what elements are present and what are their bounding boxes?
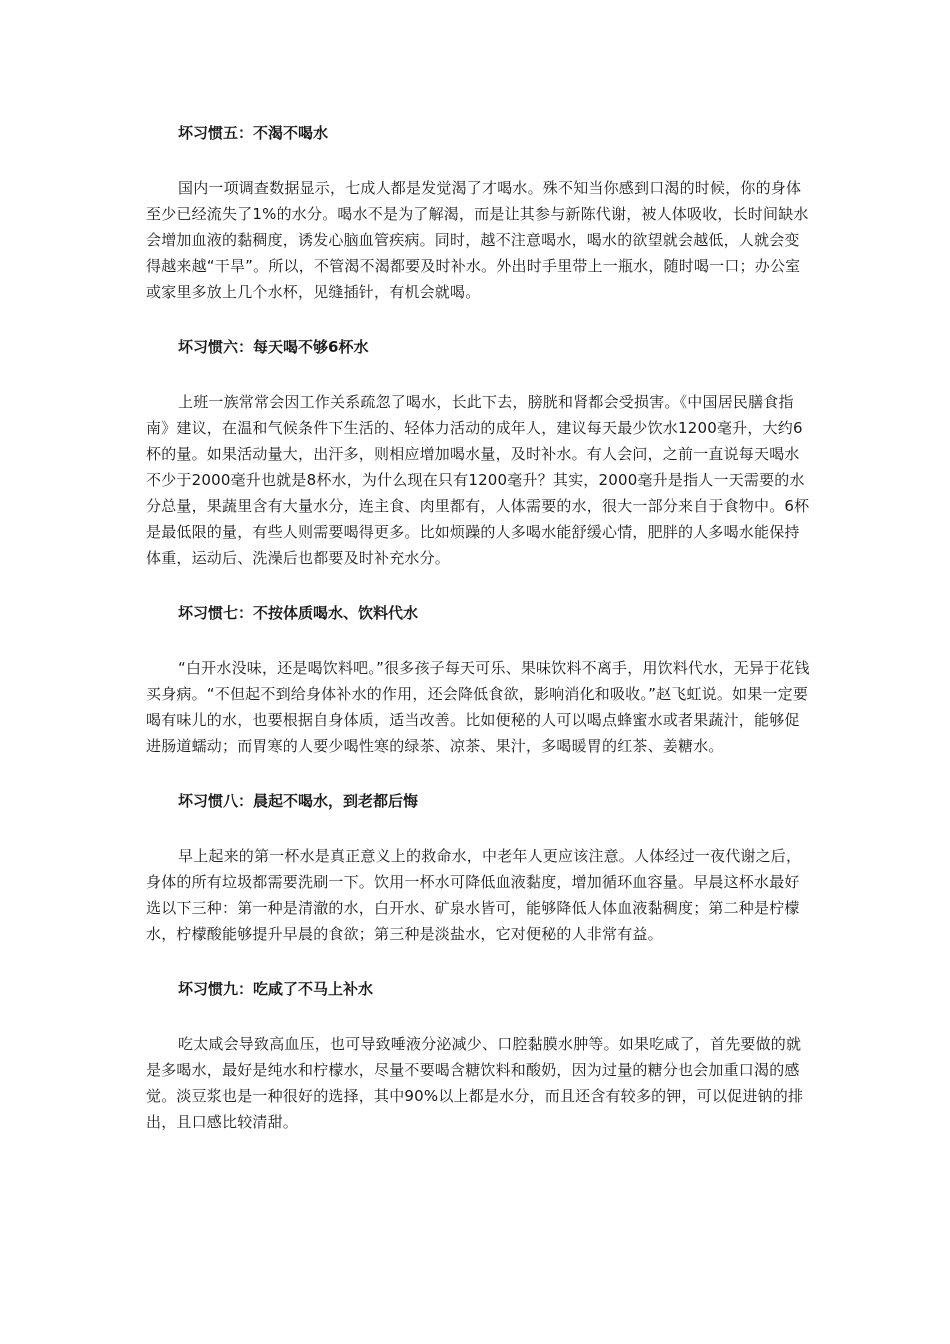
section-heading: 坏习惯九：吃咸了不马上补水 (178, 980, 374, 998)
section-habit-9 (146, 976, 810, 1135)
section-paragraph: 早上起来的第一杯水是真正意义上的救命水，中老年人更应该注意。人体经过一夜代谢之后，身体的所有垃圾都需要洗刷一下。饮用一杯水可降低血液黏度，增加循环血容量。早晨这杯水最好选以下三种：第一种是清澈的水，白开水、矿泉水皆可，能够降低人体血液黏稠度；第二种是柠檬水，柠檬酸能够提升早晨的食欲；第三种是淡盐水，它对便秘的人非常有益。 (146, 847, 802, 943)
section-heading: 坏习惯七：不按体质喝水、饮料代水 (178, 604, 419, 622)
section-habit-5 (146, 120, 810, 305)
section-habit-8 (146, 788, 810, 947)
section-heading: 坏习惯六：每天喝不够6杯水 (178, 338, 369, 356)
section-heading: 坏习惯八：晨起不喝水，到老都后悔 (178, 792, 419, 810)
section-paragraph: “白开水没味，还是喝饮料吧。”很多孩子每天可乐、果味饮料不离手，用饮料代水，无异于花钱买身病。“不但起不到给身体补水的作用，还会降低食欲，影响消化和吸收。”赵飞虹说。如果一定要喝有味儿的水，也要根据自身体质，适当改善。比如便秘的人可以喝点蜂蜜水或者果蔬汁，能够促进肠道蠕动；而胃寒的人要少喝性寒的绿茶、凉茶、果汁，多喝暖胃的红茶、姜糖水。 (146, 659, 810, 755)
document-body (146, 120, 810, 1164)
section-habit-6 (146, 334, 810, 571)
section-heading: 坏习惯五：不渴不喝水 (178, 124, 329, 142)
section-habit-7 (146, 600, 810, 759)
section-paragraph: 吃太咸会导致高血压，也可导致唾液分泌减少、口腔黏膜水肿等。如果吃咸了，首先要做的就是多喝水，最好是纯水和柠檬水，尽量不要喝含糖饮料和酸奶，因为过量的糖分也会加重口渴的感觉。淡豆浆也是一种很好的选择，其中90%以上都是水分，而且还含有较多的钾，可以促进钠的排出，且口感比较清甜。 (146, 1035, 804, 1131)
section-paragraph: 上班一族常常会因工作关系疏忽了喝水，长此下去，膀胱和肾都会受损害。《中国居民膳食指南》建议，在温和气候条件下生活的、轻体力活动的成年人，建议每天最少饮水1200毫升，大约6杯的量。如果活动量大，出汗多，则相应增加喝水量，及时补水。有人会问，之前一直说每天喝水不少于2000毫升也就是8杯水，为什么现在只有1200毫升？其实，2000毫升是指人一天需要的水分总量，果蔬里含有大量水分，连主食、肉里都有，人体需要的水，很大一部分来自于食物中。6杯是最低限的量，有些人则需要喝得更多。比如烦躁的人多喝水能舒缓心情，肥胖的人多喝水能保持体重，运动后、洗澡后也都要及时补充水分。 (146, 393, 810, 567)
section-paragraph: 国内一项调查数据显示，七成人都是发觉渴了才喝水。殊不知当你感到口渴的时候，你的身体至少已经流失了1%的水分。喝水不是为了解渴，而是让其参与新陈代谢，被人体吸收，长时间缺水会增加血液的黏稠度，诱发心脑血管疾病。同时，越不注意喝水，喝水的欲望就会越低，人就会变得越来越“干旱”。所以，不管渴不渴都要及时补水。外出时手里带上一瓶水，随时喝一口；办公室或家里多放上几个水杯，见缝插针，有机会就喝。 (146, 179, 809, 301)
